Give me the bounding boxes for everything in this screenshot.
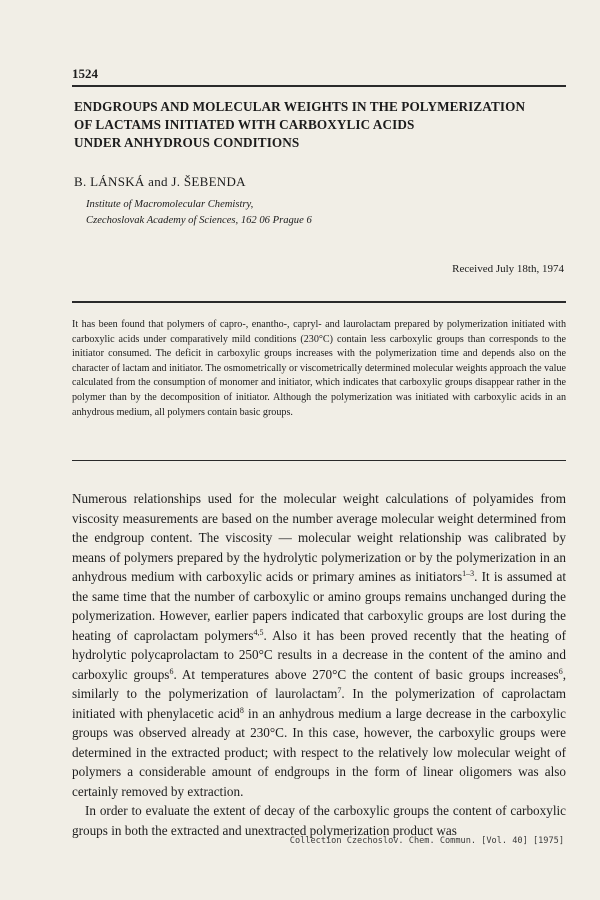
affiliation	[86, 197, 312, 229]
header-rule	[72, 85, 566, 87]
affiliation-line: Czechoslovak Academy of Sciences, 162 06 Prague 6	[86, 215, 312, 226]
authors: B. LÁNSKÁ and J. ŠEBENDA	[74, 174, 246, 189]
received-date: Received July 18th, 1974	[452, 263, 564, 275]
body-text	[72, 489, 566, 840]
abstract-top-rule	[72, 301, 566, 303]
journal-citation: Collection Czechoslov. Chem. Commun. [Vol. 40] [1975]	[289, 836, 564, 846]
reference-marker: 6	[558, 666, 563, 676]
text-run: . It is assumed at the same time that the number of carboxylic or amino groups remains unchanged during the polymerization. However, earlier papers indicated that carboxylic groups are lost during the heating of caprolactam polymers	[72, 569, 566, 643]
title-line: OF LACTAMS INITIATED WITH CARBOXYLIC ACIDS	[74, 117, 415, 132]
article-title	[74, 98, 574, 152]
reference-marker: 7	[337, 686, 342, 695]
paragraph	[72, 489, 566, 801]
reference-marker: 1–3	[462, 569, 475, 578]
paragraph: In order to evaluate the extent of decay of the carboxylic groups the content of carboxylic groups in both the extracted and unextracted polymerization product was	[72, 803, 566, 838]
text-run: , similarly to the polymerization of laurolactam	[72, 666, 566, 701]
text-run: in an anhydrous medium a large decrease in the carboxylic groups was observed already at 230°C. In this case, however, the carboxylic groups were determined in the extracted product; with respect to the relatively low molecular weight of polymers a considerable amount of endgroups in the form of linear oligomers was also certainly removed by extraction.	[72, 705, 566, 799]
text-run: . In the polymerization of caprolactam initiated with phenylacetic acid	[72, 686, 566, 721]
text-run: . Also it has been proved recently that the heating of hydrolytic polycaprolactam to 250°C results in a decrease in the content of the amino and carboxylic groups	[72, 627, 567, 682]
reference-marker: 6	[169, 666, 174, 676]
title-line: ENDGROUPS AND MOLECULAR WEIGHTS IN THE POLYMERIZATION	[74, 99, 526, 114]
text-run: Numerous relationships used for the molecular weight calculations of polyamides from viscosity measurements are based on the number average molecular weight determined from the endgroup content. The viscosity — molecular weight relationship was calibrated by means of polymers prepared by the hydrolytic polymerization or by the polymerization in an anhydrous medium with carboxylic acids or primary amines as initiators	[72, 491, 566, 584]
reference-marker: 8	[239, 705, 244, 715]
text-run: . At temperatures above 270°C the content of basic groups increases	[173, 666, 559, 682]
abstract: It has been found that polymers of capro-, enantho-, capryl- and laurolactam prepared by polymerization initiated with carboxylic acids under comparatively mild conditions (230°C) contain less carboxylic groups than corresponds to the initiator consumed. The deficit in carboxylic groups increases with the polymerization time and depends also on the character of lactam and initiator. The osmometrically or viscometrically determined molecular weights approach the value calculated from the consumption of monomer and initiator, which indicates that carboxylic groups disappear rather in the polymer than by the decomposition of initiator. Although the polymerization was initiated with carboxylic acids in an anhydrous medium, all polymers contain basic groups.	[72, 319, 566, 418]
title-line: UNDER ANHYDROUS CONDITIONS	[74, 135, 300, 150]
reference-marker: 4,5	[253, 627, 264, 637]
abstract-bottom-rule	[72, 460, 566, 461]
page-number: 1524	[72, 66, 98, 81]
affiliation-line: Institute of Macromolecular Chemistry,	[86, 199, 254, 210]
